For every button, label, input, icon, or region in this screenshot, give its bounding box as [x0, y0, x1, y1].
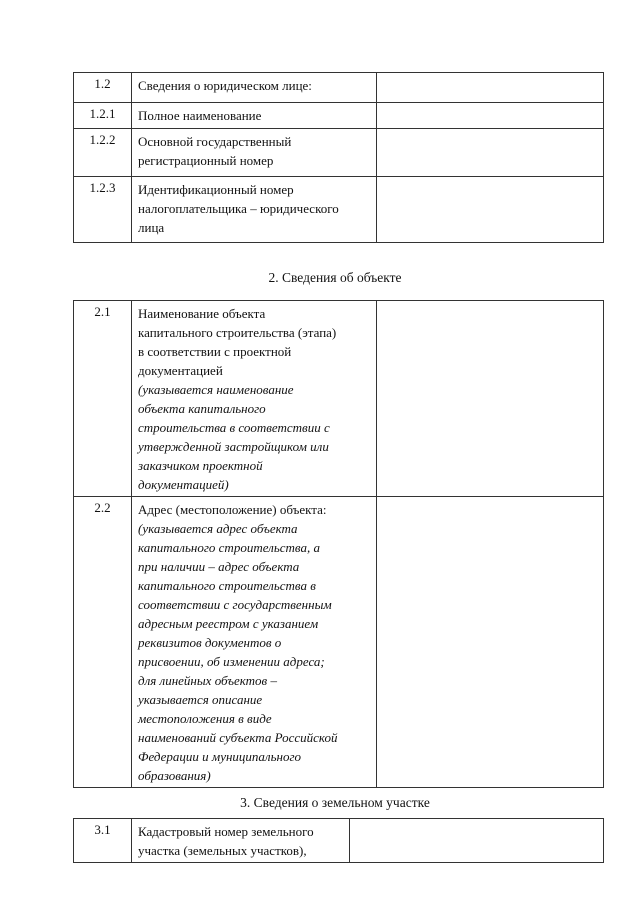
- description-line: участка (земельных участков),: [138, 843, 307, 858]
- description-note-line: капитального строительства, а: [138, 540, 320, 555]
- row-description: [132, 301, 377, 497]
- table-row: [74, 819, 604, 863]
- description-line: в соответствии с проектной: [138, 344, 292, 359]
- value-cell[interactable]: [350, 819, 604, 863]
- description-line: лица: [138, 220, 165, 235]
- row-number: 3.1: [74, 819, 132, 863]
- row-description: [132, 73, 377, 103]
- description-line: капитального строительства (этапа): [138, 325, 337, 340]
- table-row: [74, 301, 604, 497]
- row-description: [132, 819, 350, 863]
- table-row: [74, 497, 604, 788]
- value-cell[interactable]: [377, 73, 604, 103]
- table-row: [74, 129, 604, 177]
- table-row: [74, 177, 604, 243]
- value-cell[interactable]: [377, 497, 604, 788]
- description-line: документацией: [138, 363, 223, 378]
- row-number: 1.2: [74, 73, 132, 103]
- description-note-line: (указывается наименование: [138, 382, 294, 397]
- description-note-line: при наличии – адрес объекта: [138, 559, 300, 574]
- description-line: налогоплательщика – юридического: [138, 201, 339, 216]
- value-cell[interactable]: [377, 301, 604, 497]
- description-note-line: (указывается адрес объекта: [138, 521, 298, 536]
- description-note-line: капитального строительства в: [138, 578, 316, 593]
- description-line: Сведения о юридическом лице:: [138, 78, 312, 93]
- section-heading-object: 2. Сведения об объекте: [268, 270, 402, 285]
- description-note-line: адресным реестром с указанием: [138, 616, 319, 631]
- table-row: [74, 73, 604, 103]
- description-note-line: объекта капитального: [138, 401, 266, 416]
- section-heading-land-plot: 3. Сведения о земельном участке: [240, 795, 430, 810]
- row-description: [132, 497, 377, 788]
- description-line: Идентификационный номер: [138, 182, 294, 197]
- description-note-line: утвержденной застройщиком или: [138, 439, 329, 454]
- description-note-line: соответствии с государственным: [138, 597, 332, 612]
- description-note-line: строительства в соответствии с: [138, 420, 330, 435]
- description-line: Основной государственный: [138, 134, 292, 149]
- row-number: 2.1: [74, 301, 132, 497]
- description-note-line: документацией): [138, 477, 229, 492]
- value-cell[interactable]: [377, 129, 604, 177]
- row-description: [132, 177, 377, 243]
- description-note-line: реквизитов документов о: [138, 635, 282, 650]
- description-note-line: присвоении, об изменении адреса;: [138, 654, 325, 669]
- row-description: [132, 129, 377, 177]
- description-note-line: для линейных объектов –: [138, 673, 277, 688]
- land-plot-table: [73, 818, 604, 863]
- table-row: [74, 103, 604, 129]
- row-number: 1.2.1: [74, 103, 132, 129]
- description-line: Полное наименование: [138, 108, 262, 123]
- object-info-table: [73, 300, 604, 788]
- description-note-line: местоположения в виде: [138, 711, 272, 726]
- legal-entity-table: [73, 72, 604, 243]
- description-line: Наименование объекта: [138, 306, 266, 321]
- description-note-line: наименований субъекта Российской: [138, 730, 338, 745]
- row-number: 2.2: [74, 497, 132, 788]
- description-note-line: указывается описание: [138, 692, 263, 707]
- description-line: Кадастровый номер земельного: [138, 824, 314, 839]
- description-line: регистрационный номер: [138, 153, 274, 168]
- row-number: 1.2.3: [74, 177, 132, 243]
- description-note-line: Федерации и муниципального: [138, 749, 302, 764]
- row-description: [132, 103, 377, 129]
- value-cell[interactable]: [377, 103, 604, 129]
- description-note-line: заказчиком проектной: [138, 458, 263, 473]
- description-line: Адрес (местоположение) объекта:: [138, 502, 327, 517]
- value-cell[interactable]: [377, 177, 604, 243]
- row-number: 1.2.2: [74, 129, 132, 177]
- description-note-line: образования): [138, 768, 211, 783]
